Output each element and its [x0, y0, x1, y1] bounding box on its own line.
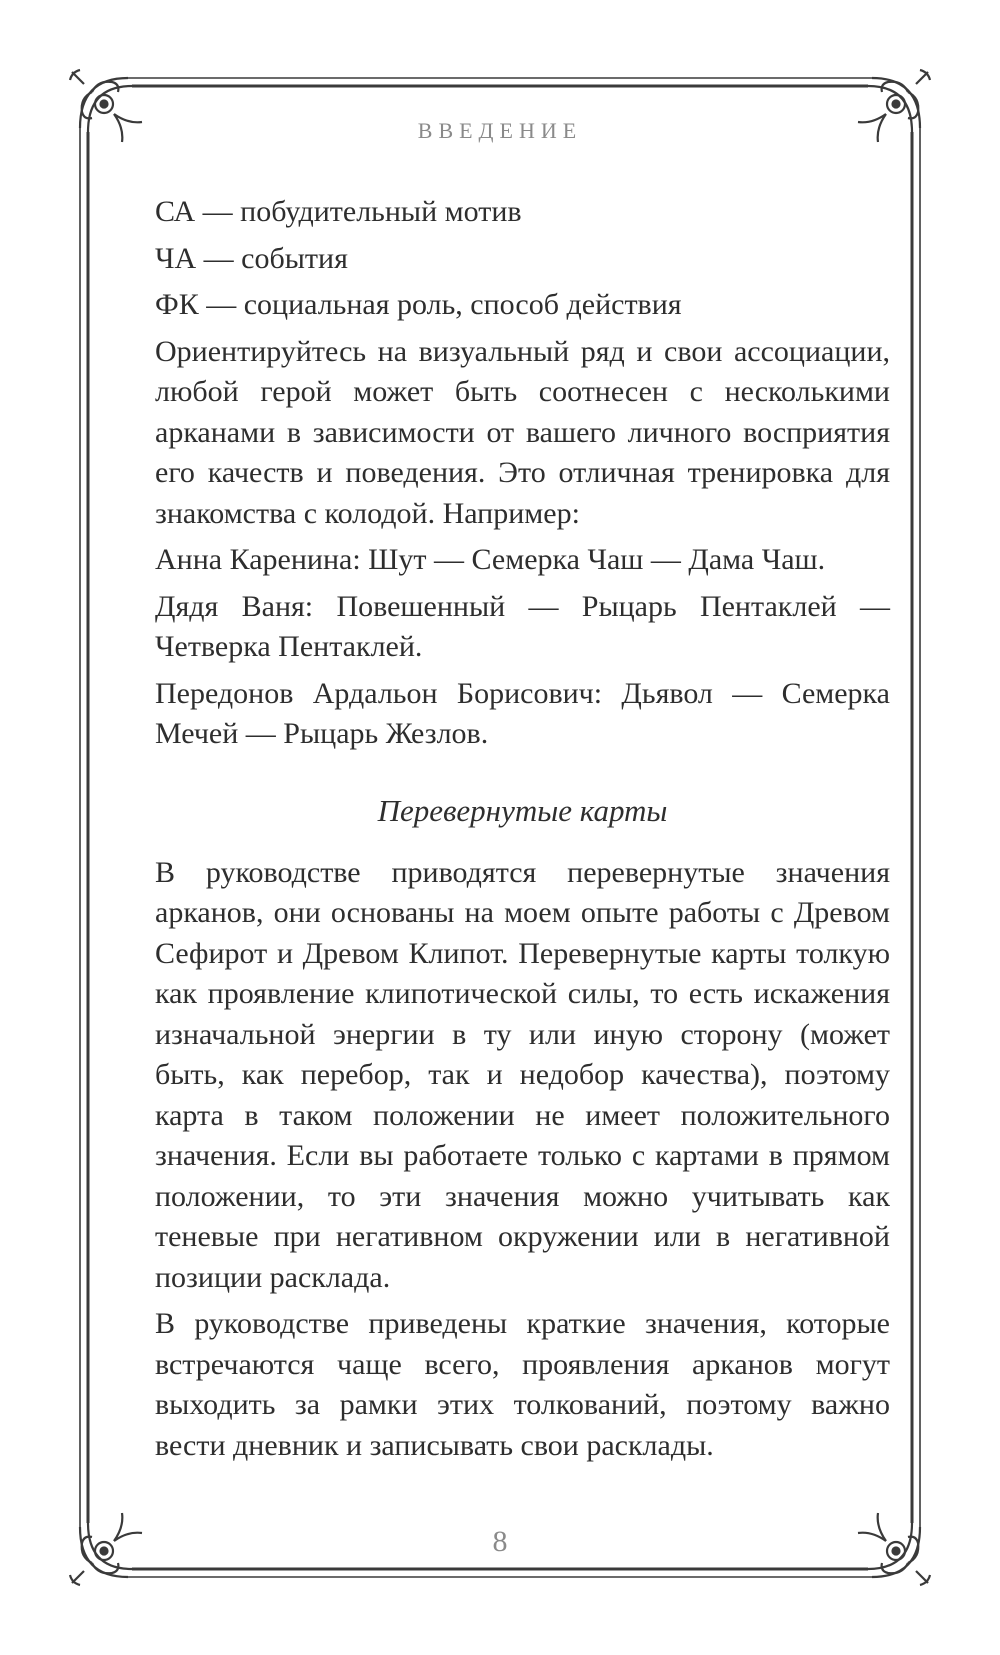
example-uncle-vanya: Дядя Ваня: Повешенный — Рыцарь Пентаклей —Четверка Пентаклей. — [155, 589, 890, 663]
example-anna-karenina: Анна Каренина: Шут — Семерка Чаш — Дама Чаш. — [155, 543, 826, 576]
running-head: ВВЕДЕНИЕ — [417, 118, 583, 143]
definition-line-fk: ФК — социальная роль, способ действия — [155, 288, 682, 321]
definition-line-cha: ЧА — события — [155, 241, 348, 275]
section-title: Перевернутые карты — [377, 792, 668, 828]
page-body — [155, 192, 890, 1472]
definition-line-sa: СА — побудительный мотив — [155, 195, 522, 228]
paragraph-associations: Ориентируйтесь на визуальный ряд и свои ассоциации, любой герой может быть соотнесен с несколькими арканами в зависимости от вашего личного восприятия его качеств и поведения. Это отличная тренировка для знакомства с колодой. Например: — [155, 334, 890, 530]
paragraph-reversed-cards: В руководстве приводятся перевернутые значения арканов, они основаны на моем опыте работы с Древом Сефирот и Древом Клипот. Перевернутые карты толкую как проявление клипотической силы, то есть искажения изначальной энергии в ту или иную сторону (может быть, как перебор, так и недобор качества), поэтому карта в таком положении не имеет положительного значения. Если вы работаете только с картами в прямом положении, то эти значения можно учитывать как теневые при негативном окружении или в негативной позиции расклада. — [155, 855, 890, 1294]
paragraph-brief-meanings: В руководстве приведены краткие значения, которые встречаются чаще всего, проявления арканов могут выходить за рамки этих толкований, поэтому важно вести дневник и записывать свои расклады. — [155, 1307, 890, 1462]
example-peredonov: Передонов Ардальон Борисович: Дьявол — Семерка Мечей — Рыцарь Жезлов. — [155, 676, 890, 750]
page-number: 8 — [492, 1525, 508, 1558]
